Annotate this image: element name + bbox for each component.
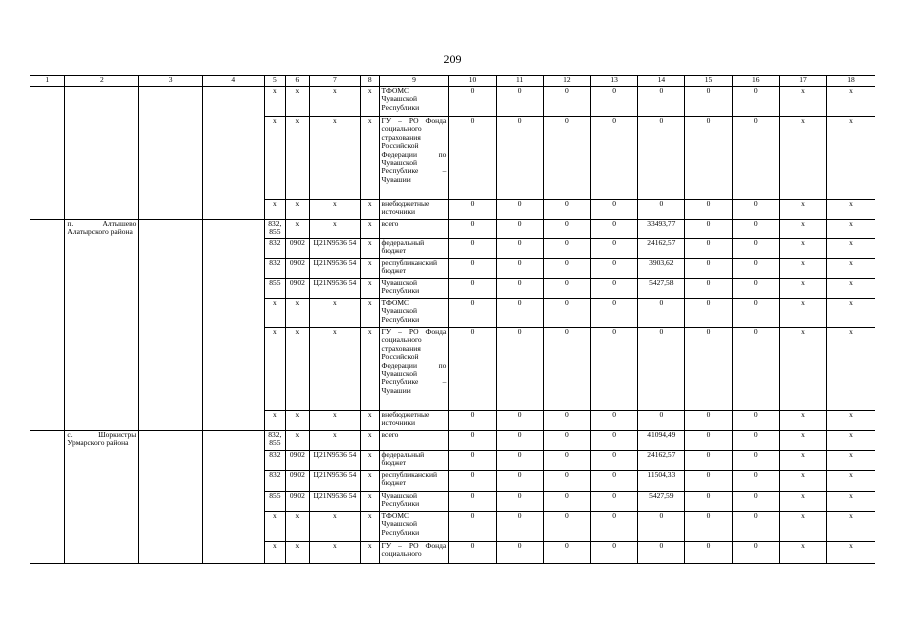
- cell-value-13: 0: [591, 542, 638, 564]
- cell-section-code: 0902: [286, 471, 310, 492]
- cell-value-17: x: [779, 451, 826, 471]
- cell-value-16: 0: [732, 299, 779, 328]
- cell-value-10: 0: [449, 451, 496, 471]
- cell-expense-type: x: [361, 431, 379, 451]
- cell-value-14: 0: [638, 411, 685, 431]
- cell-section-code: x: [286, 87, 310, 117]
- cell-expense-type: x: [361, 239, 379, 259]
- cell-value-11: 0: [496, 239, 543, 259]
- cell-value-15: 0: [685, 117, 732, 200]
- cell-value-18: x: [827, 451, 875, 471]
- cell-admin-code: x: [264, 542, 286, 564]
- cell-value-12: 0: [543, 87, 590, 117]
- column-header-12: 12: [543, 76, 590, 87]
- cell-value-13: 0: [591, 200, 638, 220]
- cell-target-article: Ц21N9536 54: [309, 279, 360, 299]
- cell-value-14: 3903,62: [638, 259, 685, 279]
- cell-value-18: x: [827, 220, 875, 239]
- cell-section-code: x: [286, 542, 310, 564]
- cell-value-13: 0: [591, 220, 638, 239]
- cell-value-18: x: [827, 200, 875, 220]
- cell-value-14: 24162,57: [638, 451, 685, 471]
- cell-value-18: x: [827, 279, 875, 299]
- column-header-5: 5: [264, 76, 286, 87]
- cell-admin-code: x: [264, 299, 286, 328]
- cell-value-14: 0: [638, 299, 685, 328]
- cell-value-14: 0: [638, 542, 685, 564]
- cell-value-15: 0: [685, 220, 732, 239]
- cell-admin-code: x: [264, 411, 286, 431]
- cell-value-16: 0: [732, 220, 779, 239]
- cell-admin-code: 832: [264, 259, 286, 279]
- cell-value-10: 0: [449, 220, 496, 239]
- column-header-18: 18: [827, 76, 875, 87]
- cell-value-13: 0: [591, 431, 638, 451]
- cell-target-article: Ц21N9536 54: [309, 239, 360, 259]
- cell-value-15: 0: [685, 451, 732, 471]
- cell-value-15: 0: [685, 411, 732, 431]
- table-row: [30, 220, 875, 239]
- cell-value-18: x: [827, 117, 875, 200]
- cell-admin-code: 832: [264, 471, 286, 492]
- cell-value-12: 0: [543, 512, 590, 542]
- column-header-13: 13: [591, 76, 638, 87]
- cell-value-16: 0: [732, 259, 779, 279]
- cell-expense-type: x: [361, 492, 379, 512]
- budget-table: [30, 75, 875, 564]
- cell-value-17: x: [779, 200, 826, 220]
- cell-admin-code: 855: [264, 492, 286, 512]
- cell-expense-type: x: [361, 328, 379, 411]
- column-header-8: 8: [361, 76, 379, 87]
- cell-funding-source: ГУ – РО Фонда социального страхования Российской Федерации по Чувашской Республике – Чувашии: [379, 328, 449, 411]
- cell-value-11: 0: [496, 328, 543, 411]
- cell-value-18: x: [827, 239, 875, 259]
- cell-value-11: 0: [496, 200, 543, 220]
- cell-value-11: 0: [496, 542, 543, 564]
- cell-value-10: 0: [449, 259, 496, 279]
- cell-value-14: 0: [638, 328, 685, 411]
- cell-value-17: x: [779, 299, 826, 328]
- cell-value-13: 0: [591, 471, 638, 492]
- column-header-16: 16: [732, 76, 779, 87]
- cell-col3: [139, 220, 203, 431]
- cell-funding-source: республиканский бюджет: [379, 259, 449, 279]
- cell-value-10: 0: [449, 492, 496, 512]
- cell-target-article: Ц21N9536 54: [309, 451, 360, 471]
- cell-value-17: x: [779, 431, 826, 451]
- cell-value-11: 0: [496, 279, 543, 299]
- cell-section-code: x: [286, 117, 310, 200]
- cell-value-16: 0: [732, 512, 779, 542]
- cell-col1: [30, 220, 65, 431]
- cell-value-17: x: [779, 542, 826, 564]
- cell-value-16: 0: [732, 471, 779, 492]
- cell-value-11: 0: [496, 220, 543, 239]
- cell-target-article: Ц21N9536 54: [309, 471, 360, 492]
- cell-value-14: 5427,59: [638, 492, 685, 512]
- cell-expense-type: x: [361, 117, 379, 200]
- cell-expense-type: x: [361, 542, 379, 564]
- cell-target-article: x: [309, 431, 360, 451]
- column-header-14: 14: [638, 76, 685, 87]
- cell-value-13: 0: [591, 411, 638, 431]
- cell-value-12: 0: [543, 542, 590, 564]
- cell-value-14: 0: [638, 200, 685, 220]
- cell-value-15: 0: [685, 431, 732, 451]
- cell-funding-source: республиканский бюджет: [379, 471, 449, 492]
- cell-value-10: 0: [449, 431, 496, 451]
- cell-value-15: 0: [685, 299, 732, 328]
- cell-funding-source: ГУ – РО Фонда социального: [379, 542, 449, 564]
- cell-value-15: 0: [685, 471, 732, 492]
- table-row: [30, 87, 875, 117]
- cell-value-18: x: [827, 411, 875, 431]
- cell-section-code: x: [286, 200, 310, 220]
- cell-value-10: 0: [449, 299, 496, 328]
- page-number: 209: [443, 52, 462, 66]
- cell-col3: [139, 431, 203, 564]
- cell-value-13: 0: [591, 87, 638, 117]
- cell-section-code: x: [286, 328, 310, 411]
- cell-value-11: 0: [496, 451, 543, 471]
- cell-expense-type: x: [361, 259, 379, 279]
- cell-col3: [139, 87, 203, 220]
- cell-admin-code: 832, 855: [264, 431, 286, 451]
- cell-value-17: x: [779, 87, 826, 117]
- cell-value-13: 0: [591, 117, 638, 200]
- column-header-9: 9: [379, 76, 449, 87]
- cell-value-10: 0: [449, 87, 496, 117]
- cell-section-code: 0902: [286, 239, 310, 259]
- cell-value-14: 0: [638, 512, 685, 542]
- cell-target-article: x: [309, 87, 360, 117]
- cell-value-11: 0: [496, 431, 543, 451]
- cell-value-12: 0: [543, 239, 590, 259]
- cell-section-code: x: [286, 431, 310, 451]
- cell-value-16: 0: [732, 431, 779, 451]
- cell-value-12: 0: [543, 451, 590, 471]
- cell-value-17: x: [779, 512, 826, 542]
- cell-expense-type: x: [361, 200, 379, 220]
- cell-funding-source: ТФОМС Чувашской Республики: [379, 512, 449, 542]
- cell-value-15: 0: [685, 512, 732, 542]
- cell-admin-code: 855: [264, 279, 286, 299]
- cell-funding-source: ТФОМС Чувашской Республики: [379, 87, 449, 117]
- cell-value-18: x: [827, 542, 875, 564]
- column-header-3: 3: [139, 76, 203, 87]
- cell-value-14: 11504,33: [638, 471, 685, 492]
- cell-value-14: 33493,77: [638, 220, 685, 239]
- cell-funding-source: Чувашской Республики: [379, 279, 449, 299]
- header-row: [30, 76, 875, 87]
- cell-col4: [202, 431, 264, 564]
- cell-funding-source: всего: [379, 220, 449, 239]
- cell-expense-type: x: [361, 220, 379, 239]
- column-header-17: 17: [779, 76, 826, 87]
- cell-funding-source: ГУ – РО Фонда социального страхования Российской Федерации по Чувашской Республике – Чувашии: [379, 117, 449, 200]
- cell-funding-source: федеральный бюджет: [379, 451, 449, 471]
- cell-funding-source: всего: [379, 431, 449, 451]
- cell-value-13: 0: [591, 299, 638, 328]
- cell-value-14: 41094,49: [638, 431, 685, 451]
- cell-value-12: 0: [543, 431, 590, 451]
- column-header-2: 2: [65, 76, 139, 87]
- cell-section-code: 0902: [286, 492, 310, 512]
- cell-expense-type: x: [361, 451, 379, 471]
- cell-value-17: x: [779, 259, 826, 279]
- cell-expense-type: x: [361, 299, 379, 328]
- cell-value-12: 0: [543, 299, 590, 328]
- cell-admin-code: 832, 855: [264, 220, 286, 239]
- cell-value-16: 0: [732, 328, 779, 411]
- cell-expense-type: x: [361, 512, 379, 542]
- cell-target-article: x: [309, 200, 360, 220]
- cell-value-15: 0: [685, 279, 732, 299]
- cell-value-16: 0: [732, 117, 779, 200]
- table-row: [30, 431, 875, 451]
- cell-funding-source: ТФОМС Чувашской Республики: [379, 299, 449, 328]
- cell-value-15: 0: [685, 200, 732, 220]
- cell-value-18: x: [827, 471, 875, 492]
- cell-target-article: x: [309, 299, 360, 328]
- cell-section-code: x: [286, 411, 310, 431]
- cell-value-16: 0: [732, 279, 779, 299]
- cell-value-18: x: [827, 492, 875, 512]
- cell-target-article: x: [309, 117, 360, 200]
- cell-value-16: 0: [732, 87, 779, 117]
- cell-value-12: 0: [543, 471, 590, 492]
- cell-value-10: 0: [449, 542, 496, 564]
- cell-value-14: 24162,57: [638, 239, 685, 259]
- cell-value-12: 0: [543, 117, 590, 200]
- settlement-name: п. Алтышево Алатырского района: [65, 220, 139, 431]
- cell-value-12: 0: [543, 200, 590, 220]
- cell-funding-source: Чувашской Республики: [379, 492, 449, 512]
- cell-value-17: x: [779, 328, 826, 411]
- cell-admin-code: x: [264, 328, 286, 411]
- cell-expense-type: x: [361, 471, 379, 492]
- cell-col2: [65, 87, 139, 220]
- cell-value-16: 0: [732, 542, 779, 564]
- cell-value-13: 0: [591, 239, 638, 259]
- cell-funding-source: федеральный бюджет: [379, 239, 449, 259]
- cell-value-11: 0: [496, 259, 543, 279]
- table-body: [30, 87, 875, 564]
- cell-value-17: x: [779, 239, 826, 259]
- cell-col1: [30, 431, 65, 564]
- cell-value-18: x: [827, 512, 875, 542]
- cell-value-18: x: [827, 299, 875, 328]
- cell-admin-code: x: [264, 512, 286, 542]
- cell-value-14: 0: [638, 117, 685, 200]
- cell-value-15: 0: [685, 328, 732, 411]
- cell-section-code: 0902: [286, 279, 310, 299]
- cell-value-10: 0: [449, 471, 496, 492]
- cell-value-13: 0: [591, 512, 638, 542]
- cell-value-17: x: [779, 492, 826, 512]
- cell-value-13: 0: [591, 259, 638, 279]
- cell-target-article: x: [309, 220, 360, 239]
- cell-value-14: 5427,58: [638, 279, 685, 299]
- cell-value-11: 0: [496, 512, 543, 542]
- cell-value-12: 0: [543, 220, 590, 239]
- cell-section-code: 0902: [286, 451, 310, 471]
- cell-value-11: 0: [496, 117, 543, 200]
- cell-value-15: 0: [685, 259, 732, 279]
- cell-value-13: 0: [591, 328, 638, 411]
- cell-value-15: 0: [685, 239, 732, 259]
- cell-value-13: 0: [591, 279, 638, 299]
- cell-value-16: 0: [732, 411, 779, 431]
- column-header-1: 1: [30, 76, 65, 87]
- cell-admin-code: 832: [264, 451, 286, 471]
- cell-value-11: 0: [496, 492, 543, 512]
- cell-value-18: x: [827, 87, 875, 117]
- cell-funding-source: внебюджетные источники: [379, 411, 449, 431]
- settlement-name: с. Шоркистры Урмарского района: [65, 431, 139, 564]
- cell-section-code: x: [286, 299, 310, 328]
- cell-admin-code: x: [264, 87, 286, 117]
- cell-value-10: 0: [449, 328, 496, 411]
- cell-value-16: 0: [732, 451, 779, 471]
- cell-value-15: 0: [685, 542, 732, 564]
- column-header-6: 6: [286, 76, 310, 87]
- cell-value-10: 0: [449, 411, 496, 431]
- table-header: [30, 76, 875, 87]
- cell-value-11: 0: [496, 471, 543, 492]
- cell-value-16: 0: [732, 492, 779, 512]
- cell-value-15: 0: [685, 87, 732, 117]
- cell-value-10: 0: [449, 512, 496, 542]
- cell-value-17: x: [779, 411, 826, 431]
- cell-value-13: 0: [591, 451, 638, 471]
- cell-value-17: x: [779, 117, 826, 200]
- cell-admin-code: x: [264, 200, 286, 220]
- column-header-4: 4: [202, 76, 264, 87]
- cell-value-12: 0: [543, 328, 590, 411]
- cell-value-11: 0: [496, 87, 543, 117]
- cell-value-12: 0: [543, 492, 590, 512]
- cell-admin-code: x: [264, 117, 286, 200]
- cell-value-10: 0: [449, 279, 496, 299]
- cell-section-code: 0902: [286, 259, 310, 279]
- cell-expense-type: x: [361, 411, 379, 431]
- cell-value-17: x: [779, 220, 826, 239]
- cell-expense-type: x: [361, 279, 379, 299]
- cell-target-article: x: [309, 512, 360, 542]
- cell-admin-code: 832: [264, 239, 286, 259]
- cell-value-12: 0: [543, 411, 590, 431]
- cell-value-10: 0: [449, 117, 496, 200]
- cell-value-18: x: [827, 431, 875, 451]
- cell-section-code: x: [286, 220, 310, 239]
- cell-target-article: Ц21N9536 54: [309, 259, 360, 279]
- cell-value-11: 0: [496, 411, 543, 431]
- cell-value-17: x: [779, 471, 826, 492]
- cell-expense-type: x: [361, 87, 379, 117]
- cell-target-article: Ц21N9536 54: [309, 492, 360, 512]
- cell-value-16: 0: [732, 239, 779, 259]
- cell-target-article: x: [309, 542, 360, 564]
- cell-section-code: x: [286, 512, 310, 542]
- cell-value-11: 0: [496, 299, 543, 328]
- cell-col4: [202, 220, 264, 431]
- cell-value-10: 0: [449, 239, 496, 259]
- cell-value-17: x: [779, 279, 826, 299]
- column-header-10: 10: [449, 76, 496, 87]
- cell-value-12: 0: [543, 279, 590, 299]
- cell-col4: [202, 87, 264, 220]
- cell-target-article: x: [309, 328, 360, 411]
- cell-funding-source: внебюджетные источники: [379, 200, 449, 220]
- cell-value-13: 0: [591, 492, 638, 512]
- cell-value-15: 0: [685, 492, 732, 512]
- cell-col1: [30, 87, 65, 220]
- column-header-15: 15: [685, 76, 732, 87]
- cell-value-10: 0: [449, 200, 496, 220]
- cell-value-18: x: [827, 259, 875, 279]
- column-header-11: 11: [496, 76, 543, 87]
- cell-value-16: 0: [732, 200, 779, 220]
- cell-target-article: x: [309, 411, 360, 431]
- cell-value-14: 0: [638, 87, 685, 117]
- column-header-7: 7: [309, 76, 360, 87]
- cell-value-18: x: [827, 328, 875, 411]
- cell-value-12: 0: [543, 259, 590, 279]
